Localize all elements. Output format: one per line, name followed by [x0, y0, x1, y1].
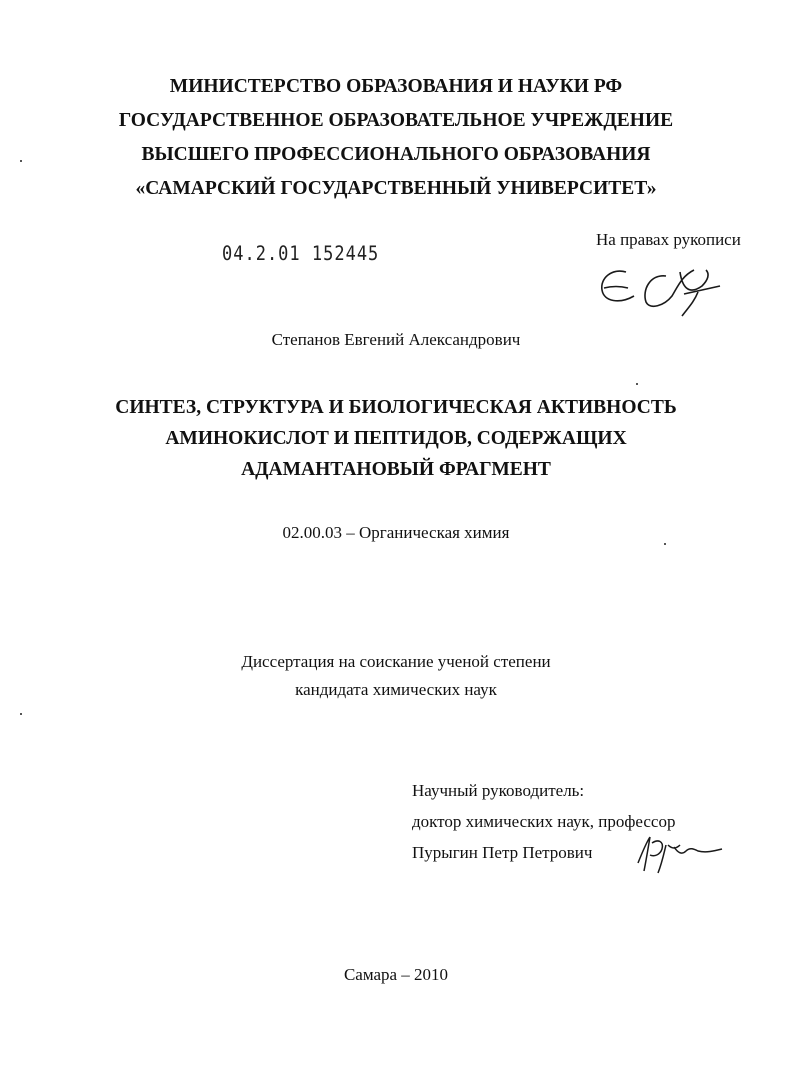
- scan-speck: [636, 383, 638, 385]
- supervisor-credentials: доктор химических наук, профессор: [412, 812, 676, 831]
- title-line: АМИНОКИСЛОТ И ПЕПТИДОВ, СОДЕРЖАЩИХ: [165, 428, 627, 449]
- institution-line: ВЫСШЕГО ПРОФЕССИОНАЛЬНОГО ОБРАЗОВАНИЯ: [141, 144, 651, 165]
- supervisor-signature: [628, 833, 728, 875]
- scan-speck: [664, 543, 666, 545]
- institution-line: «САМАРСКИЙ ГОСУДАРСТВЕННЫЙ УНИВЕРСИТЕТ»: [135, 178, 657, 199]
- institution-header: [0, 70, 792, 206]
- title-line: СИНТЕЗ, СТРУКТУРА И БИОЛОГИЧЕСКАЯ АКТИВНОСТЬ: [115, 397, 677, 418]
- specialty-code: 02.00.03 – Органическая химия: [282, 523, 510, 542]
- scan-speck: [20, 160, 22, 162]
- supervisor-label: Научный руководитель:: [412, 781, 585, 800]
- author-signature: [598, 262, 728, 322]
- title-line: АДАМАНТАНОВЫЙ ФРАГМЕНТ: [241, 459, 551, 480]
- degree-line: Диссертация на соискание ученой степени: [241, 652, 551, 671]
- manuscript-rights-label: На правах рукописи: [596, 230, 741, 249]
- author-name: Степанов Евгений Александрович: [271, 330, 521, 349]
- scan-speck: [20, 713, 22, 715]
- degree-statement: [0, 648, 792, 704]
- institution-line: МИНИСТЕРСТВО ОБРАЗОВАНИЯ И НАУКИ РФ: [169, 76, 623, 97]
- dissertation-title: [0, 392, 792, 485]
- supervisor-name: Пурыгин Петр Петрович: [412, 843, 593, 862]
- institution-line: ГОСУДАРСТВЕННОЕ ОБРАЗОВАТЕЛЬНОЕ УЧРЕЖДЕНИЕ: [118, 110, 674, 131]
- degree-line: кандидата химических наук: [295, 680, 497, 699]
- registration-number: 04.2.01 152445: [222, 242, 380, 266]
- city-year: Самара – 2010: [343, 965, 449, 984]
